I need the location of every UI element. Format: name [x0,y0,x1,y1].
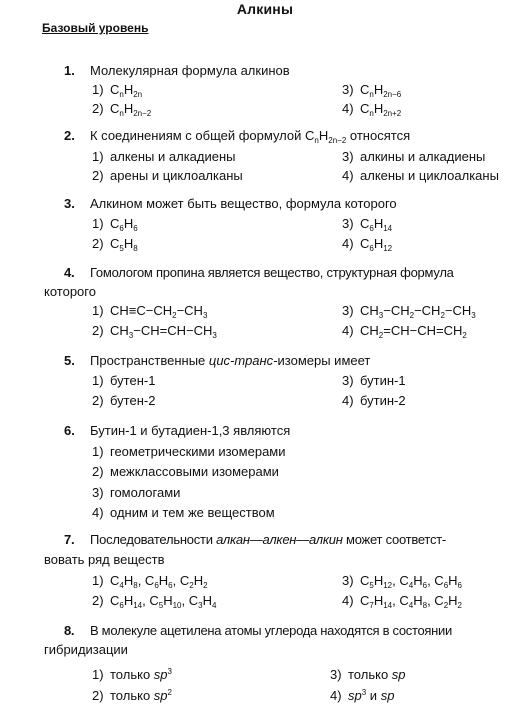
q6-option-3 [92,484,180,501]
option-number: 3) [342,216,354,231]
question-4 [64,264,454,282]
option-number: 4) [92,505,104,520]
question-3 [64,195,397,213]
q5-option-3 [342,372,406,389]
question-8-continuation: гибридизации [44,642,128,657]
option-text: $C_5H_8$ [110,236,138,253]
question-1 [64,62,290,80]
q6-option-1 [92,443,286,460]
option-text: бутен-2 [110,393,156,408]
option-text: только $sp^3$ [110,667,172,682]
q5-option-2 [92,392,155,409]
option-number: 3) [330,667,342,682]
question-6 [64,422,290,440]
q8-option-3 [330,666,406,683]
option-text: арены и циклоалканы [110,168,243,183]
option-number: 1) [92,303,104,318]
option-text: $C_nH_{2n}$ [110,82,143,99]
option-number: 4) [342,593,354,608]
q2-option-4 [342,167,499,184]
option-number: 2) [92,688,104,703]
q6-option-2 [92,463,279,480]
option-number: 1) [92,82,104,97]
option-text: $CH_2=CH-CH=CH_2$ [360,323,467,340]
q6-option-4 [92,504,275,521]
option-number: 1) [92,149,104,164]
option-text: $CH\equiv C-CH_2-CH_3$ [110,303,208,320]
q2-option-3 [342,148,485,165]
question-number: 3. [64,196,75,211]
option-number: 2) [92,168,104,183]
option-text: $C_nH_{2n-6}$ [360,82,402,99]
option-number: 2) [92,323,104,338]
option-text: $C_6H_{14}$ [360,216,393,233]
option-number: 1) [92,373,104,388]
option-text: $C_nH_{2n-2}$ [110,101,152,118]
option-text: $C_7H_{14}$, $C_4H_8$, $C_2H_2$ [360,593,462,610]
question-5 [64,352,370,370]
option-number: 1) [92,573,104,588]
q8-option-4 [330,687,394,704]
question-number: 7. [64,532,75,547]
option-text: $C_6H_{12}$ [360,236,393,253]
option-number: 3) [342,149,354,164]
option-text: межклассовыми изомерами [110,464,279,479]
question-text: Бутин-1 и бутадиен-1,3 являются [90,423,291,438]
question-number: 4. [64,265,75,280]
question-7 [64,531,446,549]
option-number: 2) [92,464,104,479]
option-number: 2) [92,593,104,608]
question-4-continuation: которого [44,284,96,299]
option-text: $C_6H_{14}$, $C_5H_{10}$, $C_3H_4$ [110,593,217,610]
question-text: Последовательности алкан—алкен—алкин может соответст- [90,532,447,547]
q2-option-2 [92,167,243,184]
question-text: Пространственные цис-транс-изомеры имеет [90,353,371,368]
option-number: 3) [342,303,354,318]
option-number: 3) [92,485,104,500]
option-text: $C_6H_6$ [110,216,138,233]
option-number: 2) [92,236,104,251]
q3-option-1 [92,215,138,232]
option-text: гомологами [110,485,181,500]
q7-option-1 [92,572,208,589]
option-number: 4) [330,688,342,703]
q1-option-1 [92,81,142,98]
option-text: бутин-2 [360,393,406,408]
option-number: 1) [92,667,104,682]
option-text: $C_5H_{12}$, $C_4H_6$, $C_6H_6$ [360,573,462,590]
option-text: только sp [348,667,406,682]
q8-option-2 [92,687,172,704]
option-number: 4) [342,323,354,338]
option-number: 1) [92,216,104,231]
question-number: 6. [64,423,75,438]
q3-option-2 [92,235,138,252]
q7-option-2 [92,592,216,609]
q4-option-3 [342,302,476,319]
q1-option-2 [92,100,151,117]
q2-option-1 [92,148,236,165]
question-text: Гомологом пропина является вещество, структурная формула [90,265,454,280]
q1-option-4 [342,100,401,117]
q3-option-3 [342,215,392,232]
question-text: В молекуле ацетилена атомы углерода находятся в состоянии [90,623,452,638]
option-number: 3) [342,573,354,588]
option-number: 4) [342,393,354,408]
question-text: К соединениям с общей формулой $C_nH_{2n-2}$ относятся [90,128,411,145]
level-subtitle: Базовый уровень [42,21,149,35]
question-7-continuation: вовать ряд веществ [44,552,165,567]
option-number: 4) [342,236,354,251]
q7-option-3 [342,572,462,589]
option-text: $sp^3$ и sp [348,688,395,703]
option-number: 1) [92,444,104,459]
option-number: 2) [92,393,104,408]
option-text: алкены и циклоалканы [360,168,499,183]
q8-option-1 [92,666,172,683]
option-text: $CH_3-CH_2-CH_2-CH_3$ [360,303,476,320]
question-text: Молекулярная формула алкинов [90,63,290,78]
question-number: 5. [64,353,75,368]
option-number: 4) [342,168,354,183]
option-number: 2) [92,101,104,116]
option-text: бутен-1 [110,373,156,388]
option-number: 3) [342,373,354,388]
option-text: $C_nH_{2n+2}$ [360,101,402,118]
option-text: геометрическими изомерами [110,444,286,459]
option-text: $C_4H_8$, $C_6H_6$, $C_2H_2$ [110,573,208,590]
q5-option-4 [342,392,406,409]
question-number: 1. [64,63,75,78]
question-text: Алкином может быть вещество, формула которого [90,196,397,211]
option-text: $CH_3-CH=CH-CH_3$ [110,323,217,340]
question-number: 2. [64,128,75,143]
q4-option-2 [92,322,217,339]
option-number: 3) [342,82,354,97]
q3-option-4 [342,235,392,252]
q4-option-4 [342,322,467,339]
question-2 [64,127,410,145]
option-text: одним и тем же веществом [110,505,275,520]
option-text: только $sp^2$ [110,688,172,703]
q7-option-4 [342,592,462,609]
option-text: алкины и алкадиены [360,149,486,164]
option-text: алкены и алкадиены [110,149,236,164]
page-title: Алкины [236,1,294,17]
q5-option-1 [92,372,155,389]
q4-option-1 [92,302,207,319]
q1-option-3 [342,81,401,98]
question-number: 8. [64,623,75,638]
question-8 [64,622,452,640]
option-text: бутин-1 [360,373,406,388]
option-number: 4) [342,101,354,116]
